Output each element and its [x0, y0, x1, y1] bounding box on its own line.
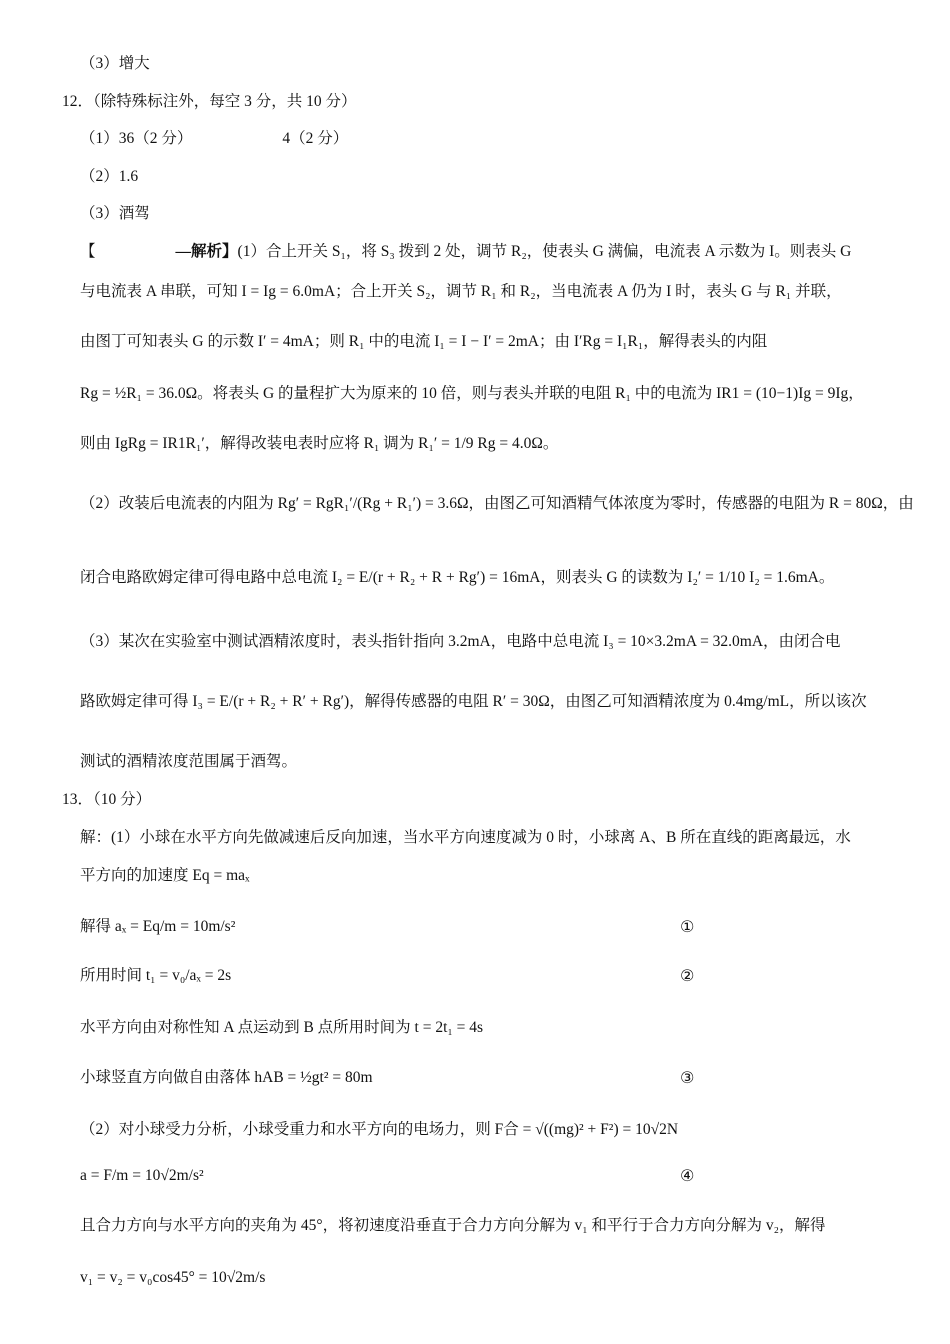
q13-line-2: 平方向的加速度 Eq = maₓ [80, 867, 250, 884]
analysis-text-1: (1）合上开关 S₁，将 S₃ 拨到 2 处，调节 R₂，使表头 G 满偏，电流表 A 示数为 I。则表头 G [237, 243, 852, 260]
q12-analysis-line-2: 与电流表 A 串联，可知 I = Ig = 6.0mA；合上开关 S₂，调节 R₁ 和 R₂，当电流表 A 仍为 I 时，表头 G 与 R₁ 并联， [80, 283, 842, 300]
q12-analysis-line-4: Rg = ½R₁ = 36.0Ω。将表头 G 的量程扩大为原来的 10 倍，则与表头并联的电阻 R₁ 中的电流为 IR1 = (10−1)Ig = 9Ig， [80, 385, 864, 402]
q13-line-5: 水平方向由对称性知 A 点运动到 B 点所用时间为 t = 2t₁ = 4s [80, 1019, 484, 1036]
q12-analysis-line-5: 则由 IgRg = IR1R₁′，解得改装电表时应将 R₁ 调为 R₁′ = 1/9 Rg = 4.0Ω。 [80, 435, 559, 452]
analysis-open-bracket: 【 [80, 243, 96, 260]
q13-line-3: 解得 aₓ = Eq/m = 10m/s² [80, 918, 236, 935]
q13-line-1: 解：(1）小球在水平方向先做减速后反向加速，当水平方向速度减为 0 时，小球离 A、B 所在直线的距离最远，水 [80, 829, 851, 846]
equation-mark-2: ② [680, 966, 695, 985]
q13-line-8: a = F/m = 10√2m/s² [80, 1167, 204, 1184]
q12-answer-1 [80, 129, 348, 149]
q12-part2-line-1: （2）改装后电流表的内阻为 Rg′ = RgR₁′/(Rg + R₁′) = 3.6Ω，由图乙可知酒精气体浓度为零时，传感器的电阻为 R = 80Ω，由 [80, 495, 914, 512]
q12-answer-1b: 4（2 分） [282, 130, 349, 147]
q11-part3: （3）增大 [80, 55, 150, 72]
q12-heading: 12．（除特殊标注外，每空 3 分，共 10 分） [62, 93, 357, 110]
q13-line-7: （2）对小球受力分析，小球受重力和水平方向的电场力，则 F合 = √((mg)² + F²) = 10√2N [80, 1121, 679, 1138]
analysis-label: —解析】 [175, 243, 238, 260]
q12-part3-line-3: 测试的酒精浓度范围属于酒驾。 [80, 753, 298, 770]
equation-mark-3: ③ [680, 1068, 695, 1087]
q13-line-6: 小球竖直方向做自由落体 hAB = ½gt² = 80m [80, 1069, 373, 1086]
q12-analysis-line-1 [80, 242, 851, 262]
q12-part2-line-2: 闭合电路欧姆定律可得电路中总电流 I₂ = E/(r + R₂ + R + Rg′) = 16mA，则表头 G 的读数为 I₂′ = 1/10 I₂ = 1.6mA。 [80, 569, 835, 586]
q12-analysis-line-3: 由图丁可知表头 G 的示数 I′ = 4mA；则 R₁ 中的电流 I₁ = I − I′ = 2mA；由 I′Rg = I₁R₁，解得表头的内阻 [80, 333, 768, 350]
equation-mark-4: ④ [680, 1166, 695, 1185]
q13-line-4: 所用时间 t₁ = v₀/aₓ = 2s [80, 967, 232, 984]
q12-part3-line-2: 路欧姆定律可得 I₃ = E/(r + R₂ + R′ + Rg′)，解得传感器的电阻 R′ = 30Ω，由图乙可知酒精浓度为 0.4mg/mL，所以该次 [80, 693, 867, 710]
q12-answer-1a: （1）36（2 分） [80, 130, 193, 147]
equation-mark-1: ① [680, 917, 695, 936]
q12-answer-3: （3）酒驾 [80, 205, 150, 222]
q12-part3-line-1: （3）某次在实验室中测试酒精浓度时，表头指针指向 3.2mA，电路中总电流 I₃ = 10×3.2mA = 32.0mA，由闭合电 [80, 633, 841, 650]
q13-line-10: v₁ = v₂ = v₀cos45° = 10√2m/s [80, 1269, 266, 1286]
q13-heading: 13．（10 分） [62, 791, 152, 808]
q12-answer-2: （2）1.6 [80, 168, 139, 185]
q13-line-9: 且合力方向与水平方向的夹角为 45°，将初速度沿垂直于合力方向分解为 v₁ 和平行于合力方向分解为 v₂，解得 [80, 1217, 826, 1234]
